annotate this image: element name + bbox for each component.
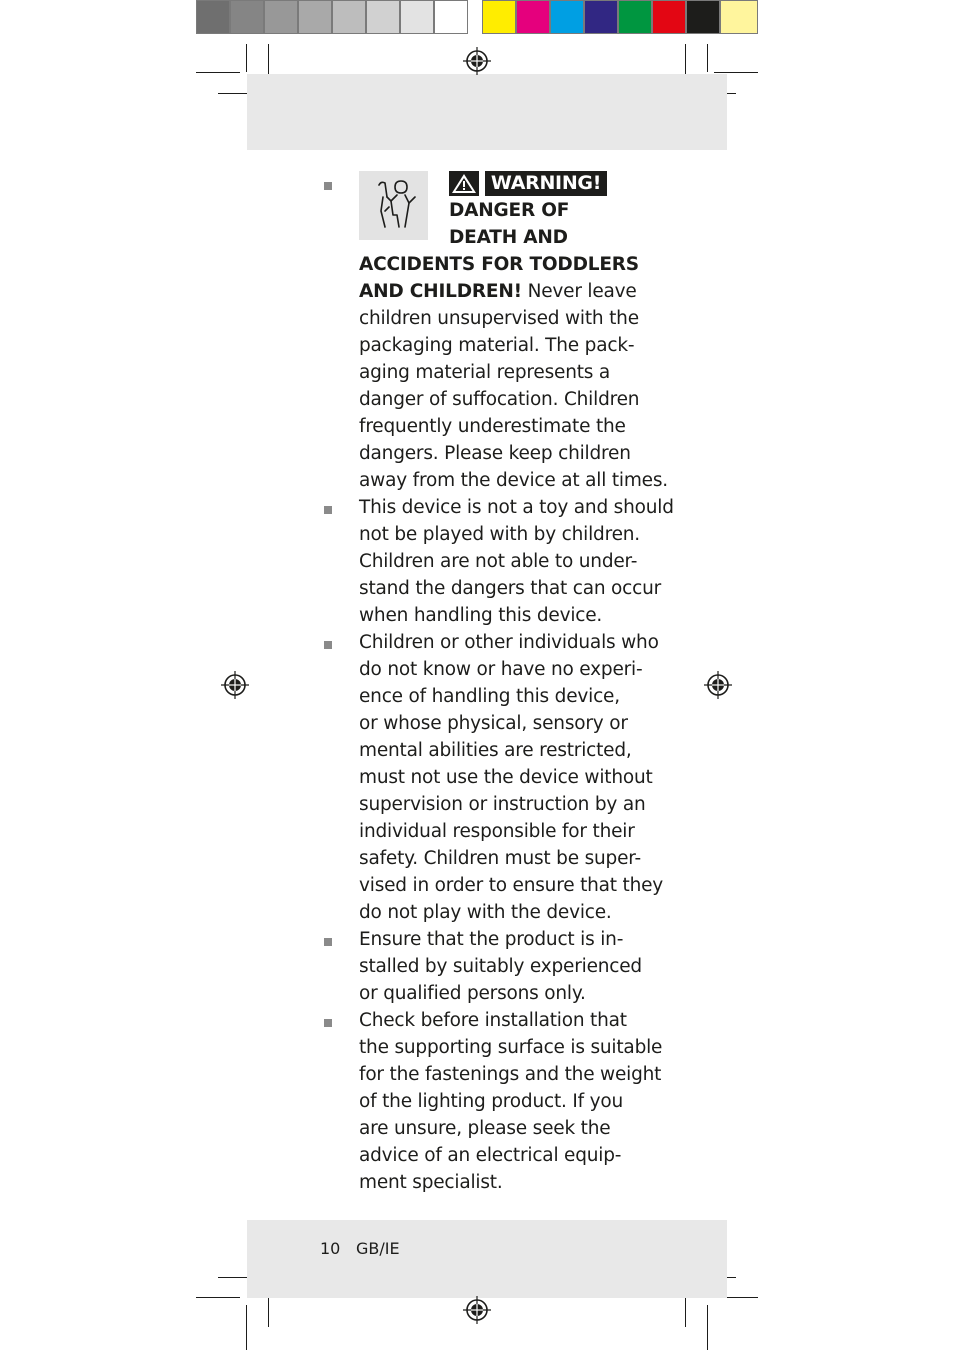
color-swatch [686,0,720,34]
crop-mark [685,44,686,78]
warning-text-line: danger of suffocation. Children [359,389,640,410]
item-text-line: individual responsible for their [359,821,635,842]
crop-mark [707,1305,708,1350]
item-text-line: not be played with by children. [359,524,640,545]
warning-triangle-icon [449,171,479,196]
page-number: 10 [320,1239,341,1258]
item-text-line: when handling this device. [359,605,603,626]
item-text-line: Check before installation that [359,1010,627,1031]
warning-text-line: children unsupervised with the [359,308,639,329]
item-text-line: Children are not able to under- [359,551,638,572]
color-swatch [264,0,298,34]
item-text-line: Children or other individuals who [359,632,659,653]
warning-badge: WARNING! [485,171,607,196]
registration-mark-icon [463,47,491,75]
list-bullet [324,182,332,190]
item-text-line: do not know or have no experi- [359,659,643,680]
warning-triangle-badge [449,171,479,196]
item-text-line: do not play with the device. [359,902,612,923]
warning-heading-line: ACCIDENTS FOR TODDLERS [359,254,639,275]
item-text-line: for the fastenings and the weight [359,1064,662,1085]
item-text-line: advice of an electrical equip- [359,1145,622,1166]
item-text-line: stalled by suitably experienced [359,956,642,977]
color-swatch [550,0,584,34]
item-text-line: supervision or instruction by an [359,794,646,815]
pictogram-panel [359,171,428,240]
list-bullet [324,641,332,649]
item-text-line: ence of handling this device, [359,686,620,707]
header-panel [247,74,727,150]
item-text-line: This device is not a toy and should [359,497,674,518]
color-swatch [230,0,264,34]
warning-text-line: away from the device at all times. [359,470,668,491]
warning-text-start: Never leave [521,281,637,302]
crop-mark [268,44,269,78]
color-swatch [400,0,434,34]
warning-heading-line: DEATH AND [449,227,568,248]
item-text-line: safety. Children must be super- [359,848,641,869]
color-swatch [618,0,652,34]
crop-mark [268,1293,269,1327]
item-text-line: stand the dangers that can occur [359,578,662,599]
crop-mark [196,72,240,73]
registration-mark-icon [463,1296,491,1324]
color-swatch [652,0,686,34]
crop-mark [246,1305,247,1350]
warning-heading-tail: AND CHILDREN! [359,281,522,302]
list-bullet [324,938,332,946]
color-swatch [366,0,400,34]
warning-text-line: dangers. Please keep children [359,443,631,464]
warning-text-line: packaging material. The pack- [359,335,635,356]
list-bullet [324,506,332,514]
color-swatch [332,0,366,34]
item-text-line: or whose physical, sensory or [359,713,628,734]
registration-mark-icon [221,671,249,699]
item-text-line: or qualified persons only. [359,983,586,1004]
print-color-bar [196,0,758,36]
language-code: GB/IE [356,1239,400,1258]
crop-mark [246,44,247,72]
color-swatch [516,0,550,34]
crop-mark [707,44,708,72]
item-text-line: must not use the device without [359,767,653,788]
color-swatch [434,0,468,34]
color-swatch [584,0,618,34]
list-bullet [324,1019,332,1027]
color-swatch [298,0,332,34]
crop-mark [714,72,758,73]
item-text-line: vised in order to ensure that they [359,875,664,896]
item-text-line: ment specialist. [359,1172,503,1193]
child-reaching-icon [359,171,428,240]
crop-mark [196,1297,240,1298]
warning-heading-line: DANGER OF [449,200,570,221]
item-text-line: are unsure, please seek the [359,1118,611,1139]
warning-text-line: frequently underestimate the [359,416,626,437]
color-swatch [196,0,230,34]
registration-mark-icon [704,671,732,699]
warning-text-line: aging material represents a [359,362,611,383]
item-text-line: the supporting surface is suitable [359,1037,663,1058]
item-text-line: of the lighting product. If you [359,1091,624,1112]
item-text-line: mental abilities are restricted, [359,740,632,761]
item-text-line: Ensure that the product is in- [359,929,624,950]
color-swatch [720,0,758,34]
footer-panel [247,1220,727,1298]
warning-heading-line [359,278,637,305]
color-swatch [482,0,516,34]
crop-mark [685,1293,686,1327]
